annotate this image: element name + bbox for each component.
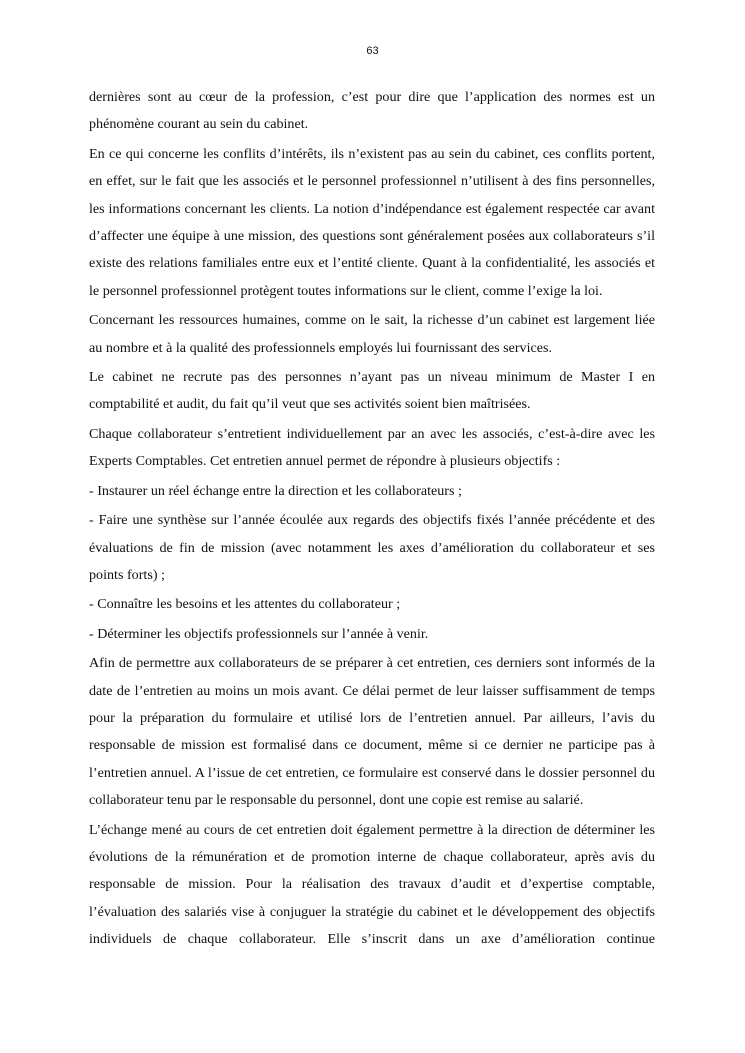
paragraph-annual-interview: Chaque collaborateur s’entretient individuellement par an avec les associés, c’est-à-dire avec les Experts Comptables. Cet entretien annuel permet de répondre à plusieurs objectifs : [89, 425, 655, 470]
paragraph-interview-preparation: Afin de permettre aux collaborateurs de se préparer à cet entretien, ces derniers sont informés de la date de l’entretien au moins un mois avant. Ce délai permet de leur laisser suffisamment de temps pour la préparation du formulaire et utilisé lors de l’entretien annuel. Par ailleurs, l’avis du responsable de mission est formalisé dans ce document, même si ce dernier ne participe pas à l’entretien annuel. A l’issue de cet entretien, ce formulaire est conservé dans le dossier personnel du collaborateur tenu par le responsable du personnel, dont une copie est remise au salarié. [89, 655, 655, 809]
paragraph-recruitment: Le cabinet ne recrute pas des personnes n’ayant pas un niveau minimum de Master I en comptabilité et audit, du fait qu’il veut que ses activités soient bien maîtrisées. [89, 369, 655, 413]
list-item: - Instaurer un réel échange entre la direction et les collaborateurs ; [89, 482, 462, 499]
paragraph-norms: dernières sont au cœur de la profession, c’est pour dire que l’application des normes est un phénomène courant au sein du cabinet. [89, 89, 655, 133]
paragraph-human-resources: Concernant les ressources humaines, comme on le sait, la richesse d’un cabinet est largement liée au nombre et à la qualité des professionnels employés lui fournissant des services. [89, 312, 655, 356]
page-number: 63 [366, 45, 379, 57]
paragraph-conflicts-of-interest: En ce qui concerne les conflits d’intérêts, ils n’existent pas au sein du cabinet, ces conflits portent, en effet, sur le fait que les associés et le personnel professionnel n’utilisent à des fins personnelles, les informations concernant les clients. La notion d’indépendance est également respectée car avant d’affecter une équipe à une mission, des questions sont généralement posées aux collaborateurs s’il existe des relations familiales entre eux et l’entité cliente. Quant à la confidentialité, les associés et le personnel professionnel protègent toutes informations sur le client, comme l’exige la loi. [89, 145, 655, 299]
list-item: - Connaître les besoins et les attentes du collaborateur ; [89, 596, 401, 613]
document-body [89, 84, 655, 956]
list-item: - Faire une synthèse sur l’année écoulée aux regards des objectifs fixés l’année précédente et des évaluations de fin de mission (avec notamment les axes d’amélioration du collaborateur et ses points forts) ; [89, 512, 655, 583]
paragraph-interview-outcome: L’échange mené au cours de cet entretien doit également permettre à la direction de déterminer les évolutions de la rémunération et de promotion interne de chaque collaborateur, après avis du responsable de mission. Pour la réalisation des travaux d’audit et d’expertise comptable, l’évaluation des salariés vise à conjuguer la stratégie du cabinet et le développement des objectifs individuels de chaque collaborateur. Elle s’inscrit dans un axe d’amélioration continue [89, 821, 655, 948]
list-item: - Déterminer les objectifs professionnels sur l’année à venir. [89, 625, 429, 642]
